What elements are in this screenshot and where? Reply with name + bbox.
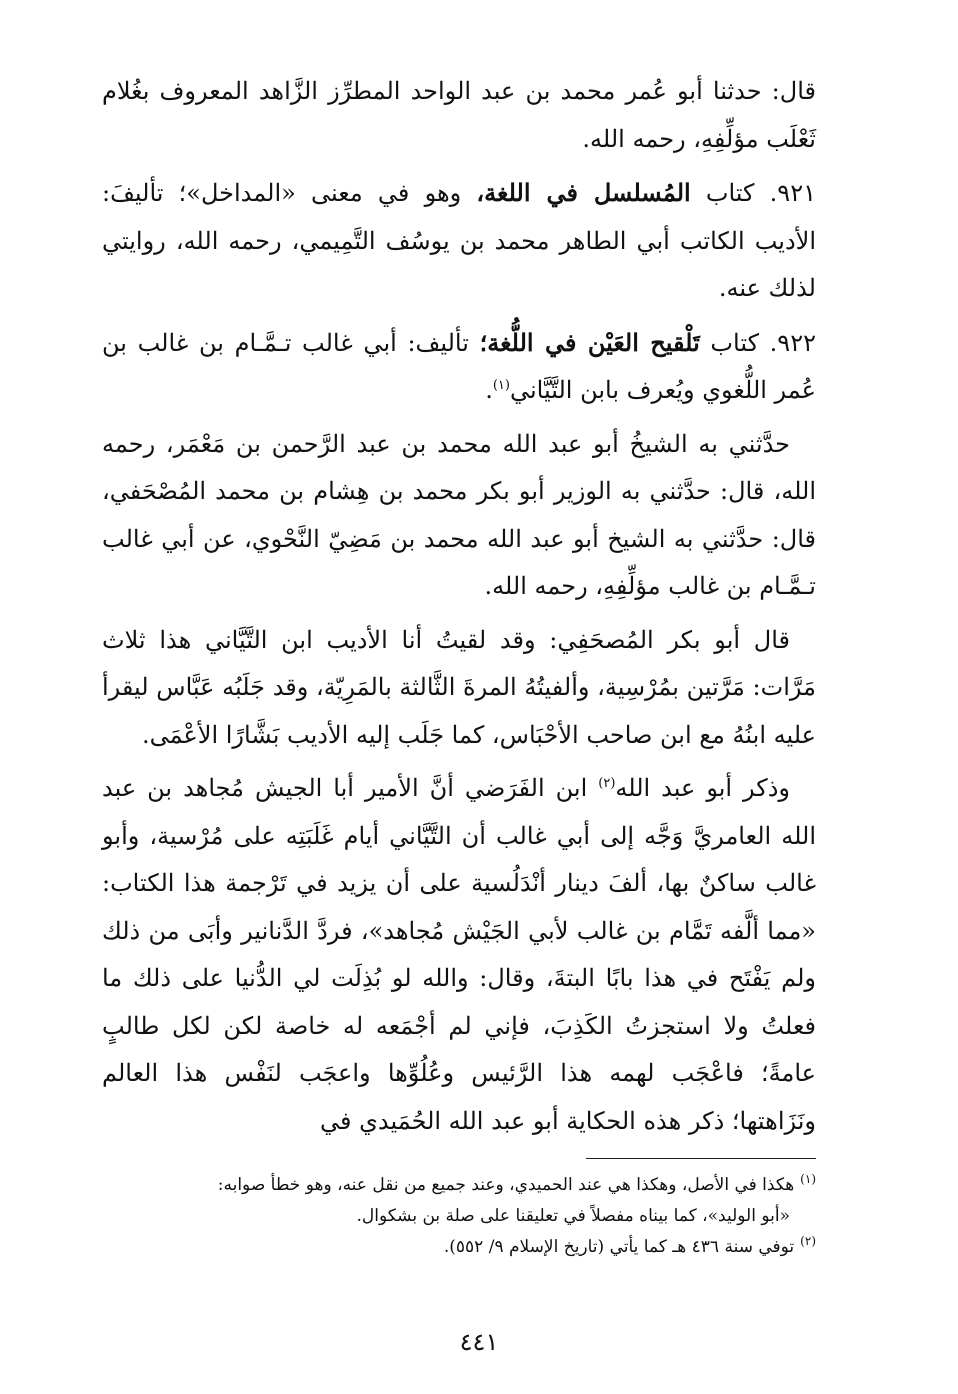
entry-921 [102, 169, 816, 313]
paragraph-isnad: حدَّثني به الشيخُ أبو عبد الله محمد بن عبد الرَّحمن بن مَعْمَر، رحمه الله، قال: حدَّثني به الوزير أبو بكر محمد بن هِشام بن محمد المُصْحَفي، قال: حدَّثني به الشيخ أبو عبد الله محمد بن مَضِيّ النَّحْوي، عن أبي غالب تـمَّـام بن غالب مؤلِّفِهِ، رحمه الله. [102, 429, 816, 600]
footnote-number: (٢) [800, 1234, 816, 1249]
footnote-text-continued: «أبو الوليد»، كما بيناه مفصلاً في تعليقنا على صلة بن بشكوال. [356, 1206, 790, 1226]
entry-number: ٩٢٢. [769, 328, 816, 357]
entry-title: تَلْقيح العَيْن في اللُّغة؛ [479, 327, 700, 357]
entry-text: تأليف: أبي غالب تـمَّـام بن غالب بن عُمر اللُّغوي ويُعرف بابن التَّيَّاني [102, 328, 816, 404]
footnote-divider [586, 1158, 816, 1159]
paragraph-musahafi: قال أبو بكر المُصحَفِي: وقد لقيتُ أنا الأديب ابن التَّيَّاني هذا ثلاث مَرَّات: مَرَّتين بمُرْسِية، وألفيتُهُ المرةَ الثَّالثة بالمَرِيّة، وقد جَلَبُه عَبَّاس ليقرأ عليه ابنُهُ مع ابن صاحب الأحْبَاس، كما جَلَب إليه الأديب بَشَّارًا الأعْمَى. [102, 625, 816, 749]
entry-text: وهو في معنى «المداخل»؛ تأليفَ: الأديب الكاتب أبي الطاهر محمد بن يوسُف التَّمِيمي، رحمه الله، روايتي لذلك عنه. [102, 179, 816, 302]
footnote-2 [94, 1232, 816, 1263]
footnote-text: توفي سنة ٤٣٦ هـ كما يأتي (تاريخ الإسلام ٩/ ٥٥٢). [443, 1237, 795, 1257]
paragraph-1: قال: حدثنا أبو عُمر محمد بن عبد الواحد المطرِّز الزَّاهد المعروف بغُلام ثَعْلَب مؤلِّفِهِ، رحمه الله. [102, 77, 816, 153]
entry-title: المُسلسل في اللغة، [476, 178, 691, 207]
paragraph-story [102, 765, 816, 1145]
story-opening: وذكر أبو عبد الله [615, 774, 790, 802]
page-number: ٤٤١ [459, 1328, 499, 1356]
entry-number: ٩٢١. [769, 179, 816, 207]
entry-end: . [485, 376, 493, 404]
footnotes [94, 1170, 816, 1263]
footnote-marker-2[interactable]: (٢) [598, 776, 616, 791]
footnote-1 [94, 1170, 816, 1232]
footnote-number: (١) [800, 1172, 816, 1187]
entry-prefix: كتاب [710, 328, 759, 357]
entry-922 [102, 319, 816, 415]
main-text [102, 68, 816, 1151]
story-text: ابن الفَرَضي أنَّ الأمير أبا الجيش مُجاهد بن عبد الله العامريَّ وَجَّه إلى أبي غالب أن التَّيَّاني أيام غَلَبَتِه على مُرْسية، وأبو غالب ساكنٌ بها، ألفَ دينار أنْدَلُسية على أن يزيد في تَرْجمة هذا الكتاب: «مما ألَّفه تَمَّام بن غالب لأبي الجَيْش مُجاهد»، فردَّ الدَّنانير وأبَى من ذلك ولم يَفْتَح في هذا بابًا البتةَ، وقال: والله لو بُذِلَت لي الدُّنيا على ذلك ما فعلتُ ولا استجزتُ الكَذِبَ، فإني لم أجْمَعه له خاصة لكن لكل طالبٍ عامةً؛ فاعْجَب لهمه هذا الرَّئيس وعُلُوِّها واعجَب لنَفْس هذا العالم ونَزَاهتها؛ ذكر هذه الحكاية أبو عبد الله الحُمَيدي في [102, 774, 816, 1135]
entry-prefix: كتاب [705, 179, 755, 207]
footnote-text: هكذا في الأصل، وهكذا هي عند الحميدي، وعند جميع من نقل عنه، وهو خطأ صوابه: [217, 1175, 795, 1195]
footnote-marker-1[interactable]: (١) [492, 378, 510, 393]
